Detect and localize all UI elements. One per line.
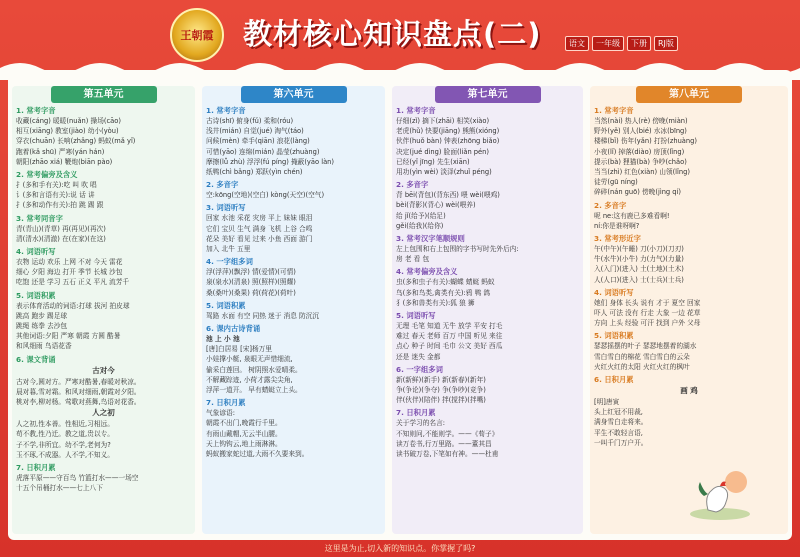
section-heading: 6. 课文背诵 — [16, 354, 56, 364]
content-line: 呢 ne:这有鹿已多难看啊! — [594, 211, 670, 220]
content-line: 浮萍一道开。 早有蜻蜓立上头。 — [206, 386, 302, 395]
content-line: 老虎(hǔ) 快要(jiāng) 熊熊(xióng) — [396, 127, 500, 136]
section-heading: 2. 常考偏旁及含义 — [16, 170, 78, 180]
content-line: 泉(泉水)(清泉) 照(照样)(照耀) — [206, 278, 296, 287]
content-line: 跳高 跑步 踢足球 — [16, 311, 68, 320]
content-line: 细心 夕阳 海边 打开 季节 长城 沙包 — [16, 268, 123, 277]
content-line: 晨对暮,雪对霜。和风对细雨,朝霞对夕阳。 — [16, 387, 141, 396]
content-line: 穿衣(chuān) 长响(zhǎng) 蚂蚁(mǎ yǐ) — [16, 137, 136, 146]
content-line: 瑟瑟摇摆的叶子 瑟瑟地摆着的湖水 — [594, 342, 697, 351]
tag-term: 下册 — [627, 36, 651, 51]
content-line: 火红火红的太阳 火红火红的枫叶 — [594, 362, 690, 371]
content-line: 她们 身体 长头 说有 才于 夏空 回家 — [594, 298, 701, 307]
footer-slogan: 这里是为止,切入新的知识点。你掌握了吗? — [324, 544, 476, 553]
section-heading: 3. 常考汉字笔顺规则 — [396, 234, 465, 244]
content-line: 伙伴(huǒ bàn) 钟表(zhōng biǎo) — [396, 137, 500, 146]
content-line: 其他词语:夕阳 严寒 朝霞 方圆 酷暑 — [16, 332, 121, 341]
section-heading: 6. 一字组多词 — [396, 364, 443, 374]
content-line: 蚂蚁搬家蛇过道,大雨不久要来到。 — [206, 450, 309, 459]
section-heading: 1. 常考字音 — [594, 106, 634, 115]
content-line: 摩擦(lǚ zhù) 浮浮(fú píng) 掩蔽(yāo làn) — [206, 157, 335, 166]
page-title: 教材核心知识盘点(二) — [243, 17, 542, 51]
section-heading: 4. 词语听写 — [16, 247, 56, 257]
content-line: 不解藏踪迹, 小荷才露尖尖角, — [206, 375, 293, 384]
content-line: 虎落平原——守百鸟 竹篮打水——一场空 — [16, 474, 139, 483]
content-line: 关于学习的名言: — [396, 419, 446, 428]
content-line: 伴(伙伴)(陪伴) 拌(搅拌)(拌嘴) — [396, 396, 486, 405]
section-heading: 1. 常考字音 — [16, 106, 56, 115]
content-line: 无理 毛笔 知道 无牛 放学 平安 打毛 — [396, 322, 503, 331]
content-line: 衣物 运动 欢乐 上网 不对 今天 雷花 — [16, 258, 123, 267]
content-line: 方向 上头 经验 可汗 找到 户外 父母 — [594, 319, 701, 328]
content-line: 偷采白莲回。 树阴照水爱晴柔。 — [206, 365, 302, 374]
content-line: 池 上 小 池 — [206, 335, 240, 344]
section-heading: 5. 词语积累 — [16, 290, 56, 300]
brand-logo — [170, 8, 224, 62]
unit-body — [16, 106, 191, 493]
content-line: 平生不敢轻言语, — [594, 428, 643, 437]
content-line: 房 老 看 包 — [396, 255, 430, 264]
content-line: 鸟(多和鸟类,禽类有关):鸦 鸭 鸽 — [396, 288, 491, 297]
content-line: 读万卷书,行万里路。——董其昌 — [396, 439, 492, 448]
content-line: 满身雪白走将来。 — [594, 418, 648, 427]
content-line: 碎碎(nán guō) 傍晚(jìng qí) — [594, 188, 682, 197]
content-line: 问候(mèn) 牵手(qiān) 浪花(làng) — [206, 137, 310, 146]
content-line: 争(争论)(争夺) 争(争吵)(竞争) — [396, 386, 486, 395]
section-heading: 3. 常考形近字 — [594, 234, 641, 244]
content-line: 小夜(lǐ) 掉落(diào) 房顶(lǐng) — [594, 147, 685, 156]
content-line: 背 bēi(背包)(背东西) 喂 wèi(喂鸡) — [396, 191, 500, 200]
unit-heading: 第六单元 — [241, 86, 347, 103]
content-line: 有雨山戴帽,无云半山腰。 — [206, 429, 282, 438]
section-heading: 4. 一字组多词 — [206, 257, 253, 267]
section-heading: 7. 日积月累 — [16, 463, 56, 473]
content-line: 加入 北牛 五里 — [206, 245, 251, 254]
content-line: 相互(xiāng) 教室(jiào) 幼小(yòu) — [16, 127, 119, 136]
section-heading: 5. 词语积累 — [206, 300, 246, 310]
content-line: 吓人 可法 没有 行走 大象 一边 花草 — [594, 309, 701, 318]
content-line: 十五个吊桶打水——七上八下 — [16, 484, 103, 493]
rooster-illustration — [690, 466, 756, 520]
content-line: [明]唐寅 — [594, 398, 620, 407]
unit-heading: 第五单元 — [51, 86, 157, 103]
content-line: 徒劳(gū níng) — [594, 178, 638, 187]
section-heading: 4. 词语听写 — [594, 287, 634, 297]
unit-column-5 — [12, 86, 195, 534]
content-line: 扌(多和手有关):吃 叫 吹 唱 — [16, 181, 97, 190]
content-line: 清(清水)(清澈) 在(在家)(在这) — [16, 234, 106, 243]
section-heading: 6. 课内古诗背诵 — [206, 324, 261, 334]
content-line: 纸鸭(chì bǎng) 郑跃(yìn chén) — [206, 168, 303, 177]
section-heading: 2. 多音字 — [206, 180, 239, 190]
section-heading: 7. 日积月累 — [206, 398, 246, 408]
content-line: 野外(yě) 别人(bié) 水冰(bīng) — [594, 127, 687, 136]
unit-heading: 第七单元 — [435, 86, 541, 103]
content-line: 仔细(zǐ) 摘下(zhāi) 相笑(xiào) — [396, 117, 490, 125]
content-line: 天上钩钩云,地上雨淋淋。 — [206, 439, 282, 448]
unit-heading: 第八单元 — [636, 86, 742, 103]
section-heading: 2. 多音字 — [396, 180, 429, 190]
content-line: 当当(zhì) 红色(xiàn) 山领(lǐng) — [594, 168, 690, 177]
content-line: 浮(浮萍)(飘浮) 情(爱情)(可情) — [206, 268, 296, 277]
content-line: 它们 宝贝 生气 满身 飞机 上谷 合鸣 — [206, 224, 313, 233]
content-line: 人之初,性本善。性相近,习相远。 — [16, 420, 114, 429]
content-line: 花朵 美好 看见 过来 小鱼 西面 游门 — [206, 234, 313, 243]
content-line: 古对今,圆对方。严寒对酷暑,春暖对秋凉。 — [16, 377, 141, 386]
content-line: 和风细雨 鸟语花香 — [16, 342, 72, 351]
unit-column-7 — [392, 86, 583, 534]
content-line: 给 jǐ(给予)(给足) — [396, 211, 446, 220]
content-line: 青(青山)(青草) 再(再见)(再次) — [16, 224, 106, 233]
content-line: 新(新鲜)(新手) 新(新春)(新年) — [396, 375, 486, 384]
content-line: 古诗(shī) 俯身(fǔ) 柔和(róu) — [206, 117, 294, 125]
content-line: 提示(bà) 狸猫(bà) 争吵(chǎo) — [594, 157, 687, 166]
content-line: 苟不教,性乃迁。教之道,贵以专。 — [16, 430, 114, 439]
content-line: 空:kōng(空地)(空白) kòng(天空)(空气) — [206, 191, 325, 200]
tag-subject: 语文 — [565, 36, 589, 51]
content-line: 用功(yìn wèi) 淡泽(zhuǐ péng) — [396, 168, 492, 177]
section-heading: 5. 词语积累 — [594, 331, 634, 341]
unit-column-8 — [590, 86, 788, 534]
content-line: 吃饱 还是 学习 五石 正义 平凡 流芳千 — [16, 278, 130, 287]
content-line: 决定(jué dìng) 脸面(liǎn pén) — [396, 147, 490, 156]
content-line: 桑(桑叶)(桑果) 荷(荷花)(荷叶) — [206, 288, 296, 297]
poem-title: 画 鸡 — [680, 386, 698, 396]
section-heading: 1. 常考字音 — [206, 106, 246, 115]
content-line: 读书破万卷,下笔如有神。——杜甫 — [396, 450, 499, 459]
section-heading: 3. 常考同音字 — [16, 213, 63, 223]
content-line: 不知则问,不能则学。——《荀子》 — [396, 429, 499, 438]
content-line: 跑着(kǎ shū) 严寒(yán hán) — [16, 147, 105, 156]
content-line: 入(入门)(进入) 土(土地)(土木) — [594, 265, 684, 274]
page-header — [0, 0, 800, 78]
content-line: 桃对李,柳对杨。莺歌对燕舞,鸟语对花香。 — [16, 398, 141, 407]
content-line: 还是 迷失 金都 — [396, 352, 441, 361]
section-heading: 7. 日积月累 — [396, 408, 436, 418]
content-line: 玉不琢,不成器。人不学,不知义。 — [16, 450, 114, 459]
content-line: 虫(多和虫子有关):蝴蝶 蜻蜓 蚂蚁 — [396, 278, 495, 287]
content-line: 浅井(mián) 自觉(jué) 淘气(táo) — [206, 127, 304, 136]
poem-title: 人之初 — [92, 408, 115, 418]
content-line: 小娃撑小艇, 泉眼无声惜细流, — [206, 355, 293, 364]
content-line: 跳绳 练拳 去沙包 — [16, 322, 68, 331]
content-line: 牛(水牛)(小牛) 力(力气)(力量) — [594, 255, 684, 264]
content-line: 人(人口)(进入) 士(士兵)(士兵) — [594, 275, 684, 284]
section-heading: 4. 常考偏旁及含义 — [396, 267, 458, 277]
content-line: 讠(多和言语有关):说 话 讲 — [16, 191, 95, 200]
content-line: 子不学,非所宜。幼不学,老何为? — [16, 440, 111, 449]
content-line: 驾路 水面 有空 同热 迷于 消息 防沉沉 — [206, 311, 320, 320]
tag-grade: 一年级 — [592, 36, 624, 51]
unit-body — [206, 106, 381, 459]
content-line: 午(中午)(午睡) 刀(小刀)(刀刃) — [594, 245, 684, 254]
content-line: 头上红冠不用裁, — [594, 408, 643, 417]
content-line: 扌(多和动作有关):拍 跳 踢 跟 — [16, 201, 104, 210]
content-line: 当然(nài) 热人(rè) 傍晚(miàn) — [594, 117, 688, 125]
content-line: 表示体育活动的词语:打球 拔河 拍皮球 — [16, 301, 130, 310]
edition-tags — [565, 36, 678, 51]
content-line: 楼梯(bǐ) 伤年(yǎn) 打扮(zhuàng) — [594, 137, 697, 146]
content-line: 朝阳(zhāo xiá) 鞭炮(biān pào) — [16, 157, 113, 166]
section-heading: 2. 多音字 — [594, 200, 627, 210]
content-line: 一叫千门万户开。 — [594, 438, 648, 447]
section-heading: 6. 日积月累 — [594, 375, 634, 385]
poem-title: 古对今 — [92, 365, 115, 375]
content-line: 点心 种子 时间 毛巾 公文 美好 西瓜 — [396, 342, 503, 351]
content-line: 可惜(yāo) 连绵(mián) 晶莹(zhuàng) — [206, 147, 320, 156]
content-line: 朝霞不出门,晚霞行千里。 — [206, 419, 282, 428]
content-line: 雪白雪白的棉花 雪白雪白的云朵 — [594, 352, 690, 361]
content-line: 难过 春天 老师 百万 中国 听见 来往 — [396, 332, 503, 341]
content-line: 收藏(cáng) 暖暖(nuǎn) 操场(cāo) — [16, 117, 121, 125]
logo-text: 王朝霞 — [180, 29, 214, 42]
unit-body — [396, 106, 579, 459]
content-line: gěi(给我)(给你) — [396, 221, 444, 230]
content-line: 已经(yǐ jīng) 先生(xiān) — [396, 157, 470, 166]
section-heading: 5. 词语听写 — [396, 311, 436, 321]
content-line: 左上包围和右上包围的字书写时先外后内: — [396, 245, 519, 254]
content-line: bèi(背影)(背心) wèi(喂养) — [396, 201, 476, 210]
content-line: 犭(多和兽类有关):狐 狼 狮 — [396, 298, 475, 307]
section-heading: 1. 常考字音 — [396, 106, 436, 115]
content-line: 回家 水池 采花 灾房 平上 妹妹 眼泪 — [206, 214, 313, 223]
content-line: [唐]白居易 [宋]杨万里 — [206, 345, 273, 354]
unit-body — [594, 106, 784, 448]
section-heading: 3. 词语听写 — [206, 203, 246, 213]
unit-column-6 — [202, 86, 385, 534]
content-line: ní:你是谁呀啊? — [594, 221, 640, 230]
content-line: 气象谚语: — [206, 409, 236, 418]
tag-edition: RJ版 — [654, 36, 678, 51]
